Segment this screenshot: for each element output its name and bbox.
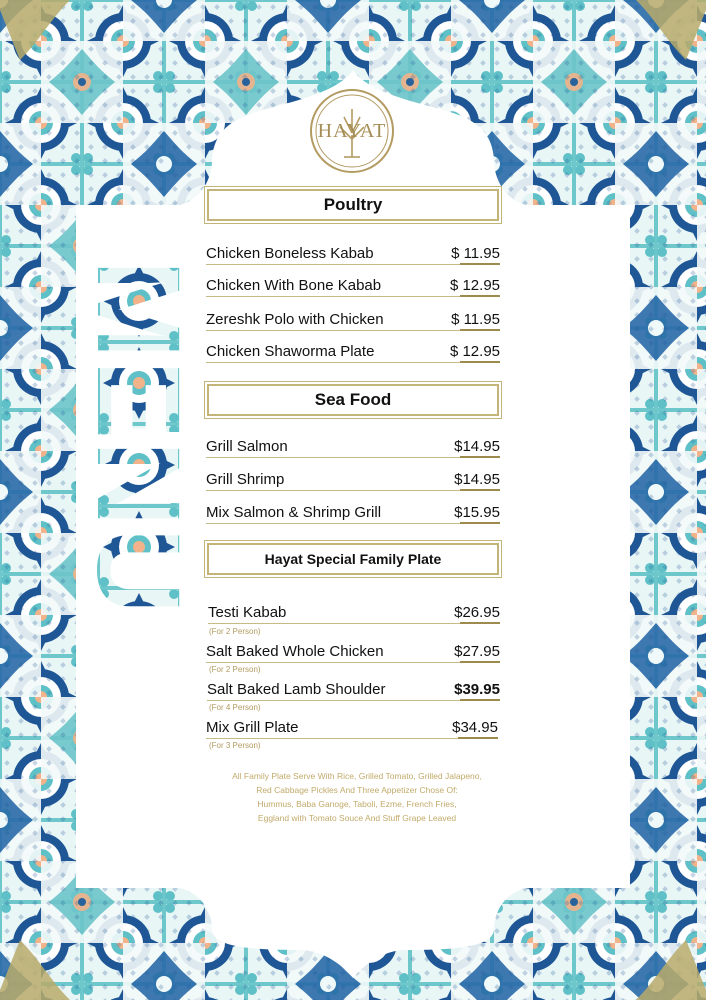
item-note: (For 4 Person) (209, 703, 261, 712)
item-note: (For 2 Person) (209, 627, 261, 636)
menu-item (206, 641, 500, 663)
footnote-line: Hummus, Baba Ganoge, Taboli, Ezme, French Fries, (257, 799, 457, 809)
menu-item (206, 469, 500, 491)
logo (308, 87, 396, 175)
item-divider (206, 457, 500, 458)
item-name: Chicken With Bone Kabab (206, 277, 382, 294)
menu-item (206, 243, 500, 265)
menu-vertical-word (72, 260, 204, 730)
item-name: Salt Baked Lamb Shoulder (207, 681, 386, 698)
menu-item (206, 717, 498, 739)
price-underline (458, 737, 498, 739)
item-price: $14.95 (454, 438, 500, 455)
item-name: Chicken Shaworma Plate (206, 343, 375, 360)
item-divider (206, 662, 500, 663)
item-name: Grill Salmon (206, 438, 288, 455)
price-underline (460, 622, 500, 624)
item-note: (For 3 Person) (209, 741, 261, 750)
item-divider (208, 623, 500, 624)
menu-item (206, 341, 500, 363)
item-name: Grill Shrimp (206, 471, 285, 488)
item-price: $15.95 (454, 504, 500, 521)
item-divider (206, 490, 500, 491)
logo-text: HAYAT (317, 120, 387, 142)
section-header-seafood: Sea Food (207, 384, 499, 416)
price-underline (460, 361, 500, 363)
price-underline (460, 329, 500, 331)
menu-item (207, 679, 500, 701)
item-price: $14.95 (454, 471, 500, 488)
footnote-line: All Family Plate Serve With Rice, Grilled Tomato, Grilled Jalapeno, (232, 771, 482, 781)
item-name: Mix Grill Plate (206, 719, 299, 736)
price-underline (460, 456, 500, 458)
price-underline (460, 263, 500, 265)
item-divider (206, 264, 500, 265)
item-note: (For 2 Person) (209, 665, 261, 674)
menu-item (206, 436, 500, 458)
item-price: $ 12.95 (449, 343, 500, 360)
item-name: Zereshk Polo with Chicken (206, 311, 384, 328)
menu-item (206, 309, 500, 331)
section-header-poultry: Poultry (207, 189, 499, 221)
item-divider (206, 523, 500, 524)
item-price: $ 11.95 (451, 245, 500, 262)
item-divider (206, 362, 500, 363)
section-header-family-plate: Hayat Special Family Plate (207, 543, 499, 575)
price-underline (460, 522, 500, 524)
item-price: $ 11.95 (451, 311, 500, 328)
price-underline (460, 489, 500, 491)
item-price: $34.95 (452, 719, 498, 736)
item-divider (206, 296, 500, 297)
item-name: Salt Baked Whole Chicken (206, 643, 384, 660)
price-underline (460, 295, 500, 297)
item-divider (207, 700, 500, 701)
item-divider (206, 738, 498, 739)
item-divider (206, 330, 500, 331)
item-name: Chicken Boneless Kabab (206, 245, 374, 262)
item-price: $ 12.95 (449, 277, 500, 294)
footnote-line: Red Cabbage Pickles And Three Appetizer Chose Of: (256, 785, 458, 795)
item-name: Testi Kabab (208, 604, 287, 621)
menu-item (208, 602, 500, 624)
family-plate-footnote (206, 769, 508, 825)
menu-item (206, 275, 500, 297)
price-underline (460, 661, 500, 663)
menu-item (206, 502, 500, 524)
price-underline (460, 699, 500, 701)
footnote-line: Eggland with Tomato Souce And Stuff Grape Leaved (257, 813, 457, 823)
item-name: Mix Salmon & Shrimp Grill (206, 504, 382, 521)
item-price: $26.95 (454, 604, 500, 621)
item-price: $39.95 (454, 681, 500, 698)
item-price: $27.95 (454, 643, 500, 660)
menu-vertical-text: MENU (72, 260, 204, 616)
